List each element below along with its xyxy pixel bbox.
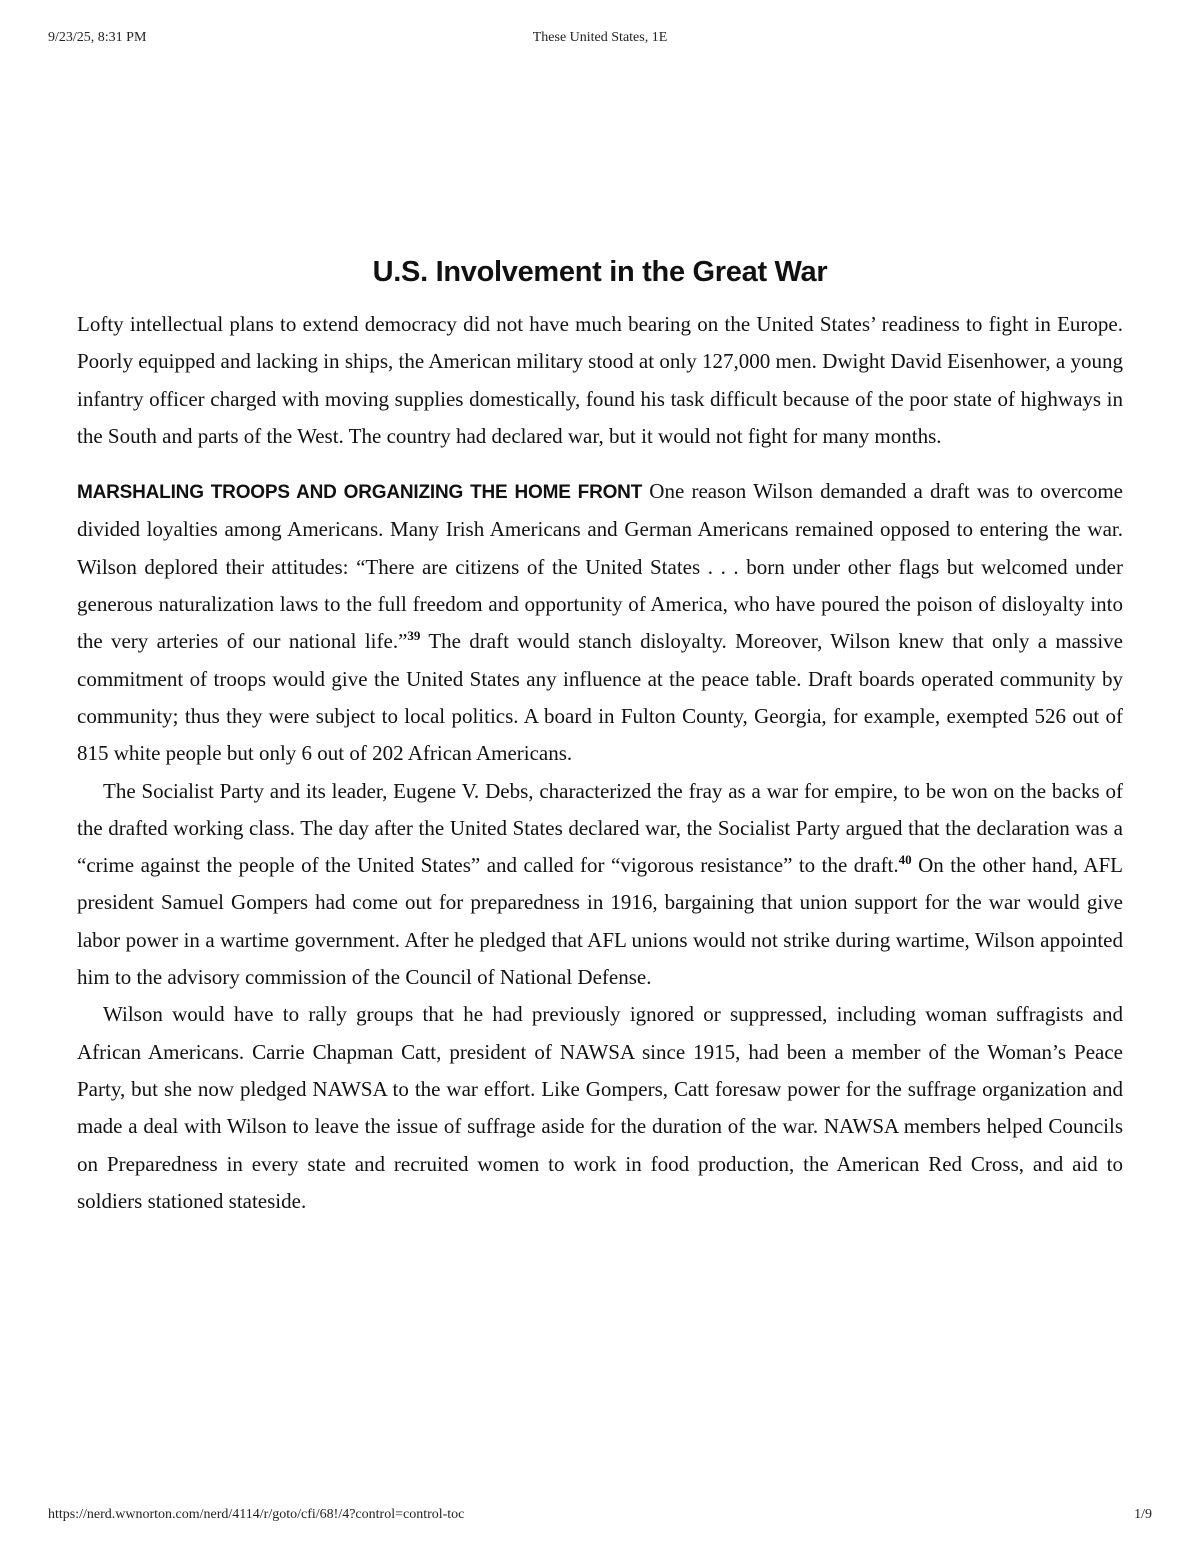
print-datetime: 9/23/25, 8:31 PM bbox=[48, 30, 147, 45]
paragraph-text: The draft would stanch disloyalty. Moreover, Wilson knew that only a massive commitment of troops would give the United States any influence at the peace table. Draft boards operated community by community; thus they were subject to local politics. A board in Fulton County, Georgia, for example, exempted 526 out of 815 white people but only 6 out of 202 African Americans. bbox=[77, 629, 1123, 766]
footnote-ref-39[interactable]: 39 bbox=[407, 628, 421, 644]
paragraph-socialist-party bbox=[77, 773, 1123, 997]
print-header bbox=[48, 30, 1152, 50]
paragraph-rally-groups: Wilson would have to rally groups that he had previously ignored or suppressed, including woman suffragists and African Americans. Carrie Chapman Catt, president of NAWSA since 1915, had been a member of the Woman’s Peace Party, but she now pledged NAWSA to the war effort. Like Gompers, Catt foresaw power for the suffrage organization and made a deal with Wilson to leave the issue of suffrage aside for the duration of the war. NAWSA members helped Councils on Preparedness in every state and recruited women to work in food production, the American Red Cross, and aid to soldiers stationed stateside. bbox=[77, 1002, 1123, 1213]
document-body bbox=[77, 252, 1123, 1220]
paragraph-marshaling bbox=[77, 473, 1123, 772]
paragraph-intro: Lofty intellectual plans to extend democracy did not have much bearing on the United States’ readiness to fight in Europe. Poorly equipped and lacking in ships, the American military stood at only 127,000 men. Dwight David Eisenhower, a young infantry officer charged with moving supplies domestically, found his task difficult because of the poor state of highways in the South and parts of the West. The country had declared war, but it would not fight for many months. bbox=[77, 312, 1123, 448]
page-indicator: 1/9 bbox=[1134, 1507, 1152, 1522]
print-book-title: These United States, 1E bbox=[532, 30, 668, 45]
section-title: U.S. Involvement in the Great War bbox=[372, 256, 828, 288]
paragraph-text: One reason Wilson demanded a draft was to overcome divided loyalties among Americans. Many Irish Americans and German Americans remained opposed to entering the war. Wilson deplored their attitudes: “There are citizens of the United States . . . born under other flags but welcomed under generous naturalization laws to the full freedom and opportunity of America, who have poured the poison of disloyalty into the very arteries of our national life.” bbox=[77, 479, 1123, 654]
paragraph-text: On the other hand, AFL president Samuel Gompers had come out for preparedness in 1916, bargaining that union support for the war would give labor power in a wartime government. After he pledged that AFL unions would not strike during wartime, Wilson appointed him to the advisory commission of the Council of National Defense. bbox=[77, 853, 1123, 990]
runin-heading: MARSHALING TROOPS AND ORGANIZING THE HOME FRONT bbox=[77, 482, 643, 504]
footnote-ref-40[interactable]: 40 bbox=[898, 852, 912, 868]
paragraph-text: The Socialist Party and its leader, Eugene V. Debs, characterized the fray as a war for empire, to be won on the backs of the drafted working class. The day after the United States declared war, the Socialist Party argued that the declaration was a “crime against the people of the United States” and called for “vigorous resistance” to the draft. bbox=[77, 778, 1123, 878]
source-url[interactable]: https://nerd.wwnorton.com/nerd/4114/r/goto/cfi/68!/4?control=control-toc bbox=[48, 1507, 465, 1522]
print-footer bbox=[48, 1507, 1152, 1527]
